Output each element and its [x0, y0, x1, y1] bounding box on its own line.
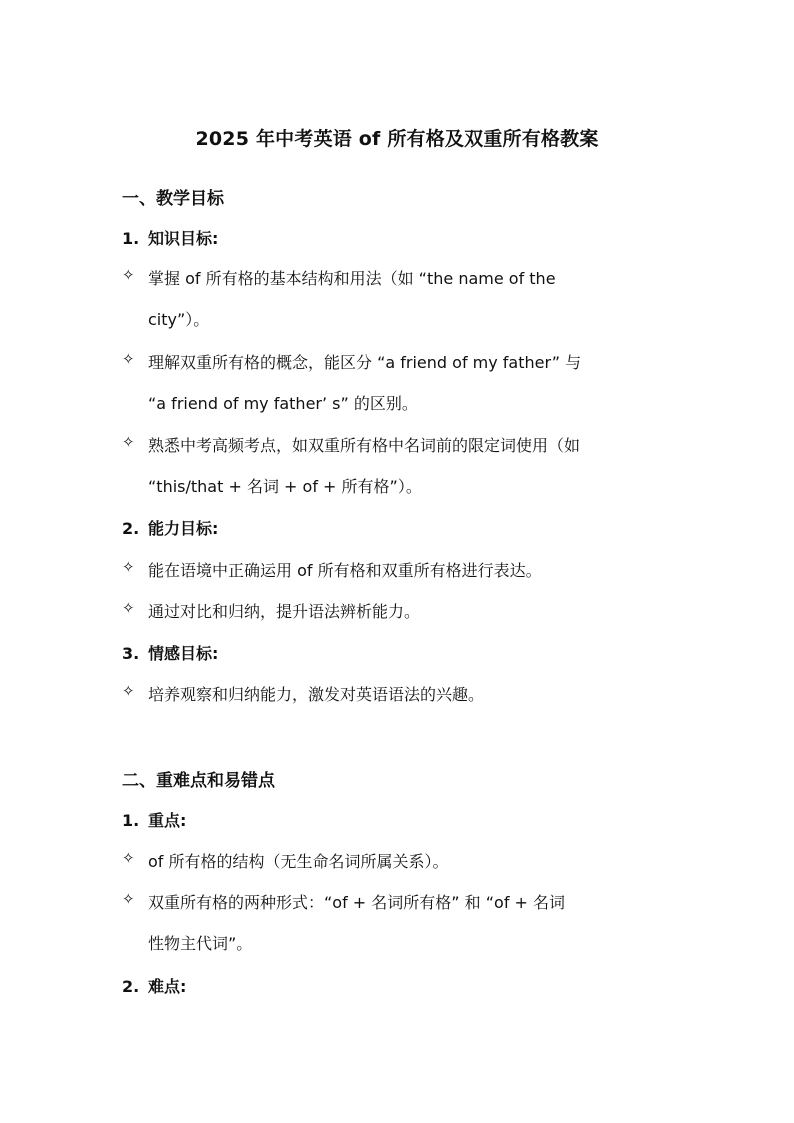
bullet-text-cont: “this/that + 名词 + of + 所有格”）。 — [148, 477, 422, 496]
bullet-text: 能在语境中正确运用 of 所有格和双重所有格进行表达。 — [148, 561, 542, 580]
subsection-heading — [122, 226, 218, 249]
subsection-label: 能力目标: — [148, 519, 219, 538]
subsection-number: 1. — [122, 229, 140, 248]
bullet-text: 双重所有格的两种形式：“of + 名词所有格” 和 “of + 名词 — [148, 893, 566, 912]
bullet-text: 掌握 of 所有格的基本结构和用法（如 “the name of the — [148, 269, 556, 288]
subsection-label: 重点: — [148, 811, 187, 830]
bullet-diamond-icon: ✧ — [122, 558, 135, 576]
bullet-diamond-icon: ✧ — [122, 599, 135, 617]
subsection-heading — [122, 516, 218, 539]
subsection-heading — [122, 641, 218, 664]
document-title: 2025 年中考英语 of 所有格及双重所有格教案 — [195, 128, 599, 150]
subsection-number: 3. — [122, 644, 140, 663]
bullet-text: 理解双重所有格的概念，能区分 “a friend of my father” 与 — [148, 353, 582, 372]
subsection-heading — [122, 974, 186, 997]
bullet-text: 熟悉中考高频考点，如双重所有格中名词前的限定词使用（如 — [148, 436, 581, 455]
bullet-text: of 所有格的结构（无生命名词所属关系）。 — [148, 852, 449, 871]
bullet-diamond-icon: ✧ — [122, 266, 135, 284]
section-heading: 一、教学目标 — [122, 189, 224, 209]
subsection-label: 难点: — [148, 977, 187, 996]
bullet-diamond-icon: ✧ — [122, 433, 135, 451]
section-heading: 二、重难点和易错点 — [122, 771, 275, 791]
subsection-number: 1. — [122, 811, 140, 830]
bullet-diamond-icon: ✧ — [122, 350, 135, 368]
subsection-heading — [122, 808, 186, 831]
subsection-number: 2. — [122, 977, 140, 996]
bullet-diamond-icon: ✧ — [122, 849, 135, 867]
subsection-label: 情感目标: — [148, 644, 219, 663]
bullet-text-cont: 性物主代词”。 — [148, 934, 253, 953]
bullet-text: 通过对比和归纳，提升语法辨析能力。 — [148, 602, 421, 621]
bullet-text-cont: city”）。 — [148, 310, 210, 329]
subsection-number: 2. — [122, 519, 140, 538]
bullet-text-cont: “a friend of my father’ s” 的区别。 — [148, 394, 418, 413]
bullet-text: 培养观察和归纳能力，激发对英语语法的兴趣。 — [148, 685, 485, 704]
subsection-label: 知识目标: — [148, 229, 219, 248]
bullet-diamond-icon: ✧ — [122, 890, 135, 908]
bullet-diamond-icon: ✧ — [122, 682, 135, 700]
